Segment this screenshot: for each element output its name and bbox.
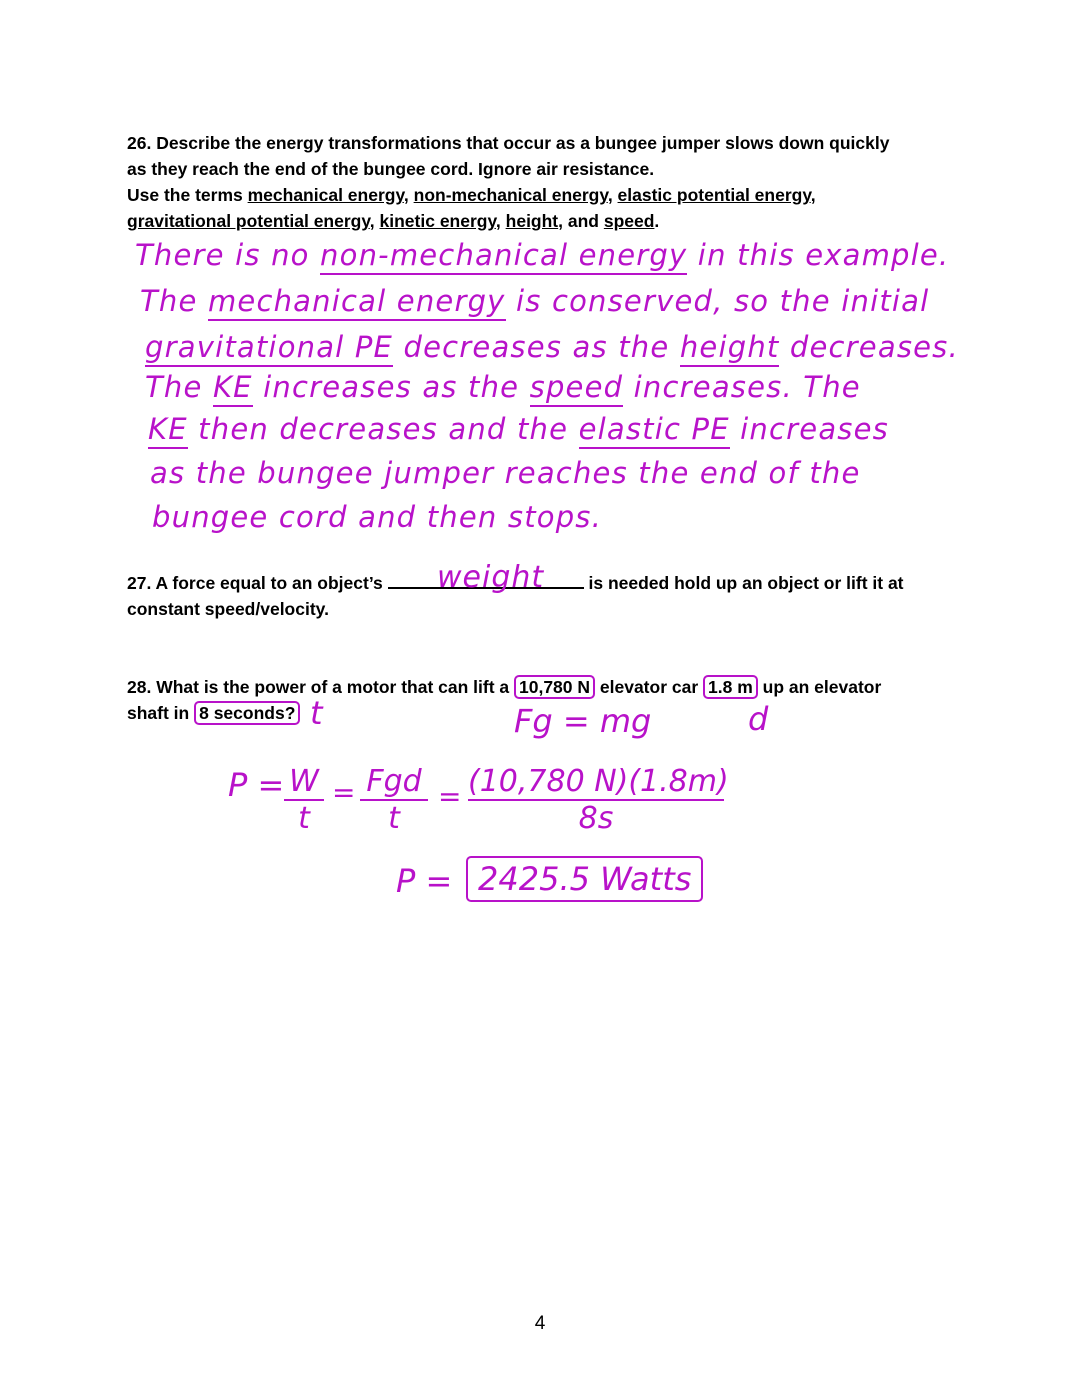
note-t: t [310, 694, 323, 732]
comma: , [607, 185, 618, 205]
q28-text-d: shaft in [127, 703, 195, 723]
box-distance: 1.8 m [703, 675, 758, 699]
a26-text: then decreases and the [187, 412, 579, 446]
term-kinetic-energy: kinetic energy [379, 211, 496, 231]
a26-text: conserved [551, 284, 714, 318]
term-speed: speed [603, 211, 655, 231]
term-height: height [505, 211, 559, 231]
fraction-numerator-w: W [284, 764, 324, 801]
fraction-denominator-8s: 8s [578, 801, 614, 836]
a26-underlined: mechanical energy [208, 284, 506, 321]
a26-text: increases. The [623, 370, 861, 404]
answer26-line2 [140, 284, 929, 318]
a26-underlined: speed [530, 370, 624, 407]
a26-underlined: gravitational PE [145, 330, 393, 367]
q27-text-a: 27. A force equal to an object’s [127, 573, 388, 593]
answer26-line3 [145, 330, 959, 364]
work-equals-2: = [438, 780, 462, 813]
a26-text: in this example. [687, 238, 950, 272]
a26-underlined: height [680, 330, 780, 367]
box-force: 10,780 N [514, 675, 595, 699]
q28-text-c: up an elevator [757, 677, 882, 697]
a26-text: decreases. [779, 330, 959, 364]
answer-27-weight: weight [437, 560, 545, 595]
q26-line1: 26. Describe the energy transformations that occur as a bungee jumper slows down quickly [127, 133, 890, 153]
work-p-equals: P = [228, 766, 285, 804]
fraction-denominator-t: t [388, 801, 400, 836]
fraction-numerator-fgd: Fgd [360, 764, 428, 801]
work-p-equals-final: P = [396, 862, 453, 900]
fraction-w-over-t [284, 764, 324, 836]
comma: , [403, 185, 414, 205]
a26-text: decreases as the [393, 330, 680, 364]
answer26-line7: bungee cord and then stops. [152, 500, 603, 534]
comma: , [810, 185, 816, 205]
comma: , [495, 211, 506, 231]
a26-text: , so the initial [713, 284, 930, 318]
a26-underlined: elastic PE [579, 412, 730, 449]
a26-text: The [145, 370, 213, 404]
a26-underlined: KE [148, 412, 188, 449]
q26-line3 [127, 182, 889, 208]
question-26 [127, 130, 889, 234]
note-fg-mg: Fg = mg [514, 702, 652, 740]
fraction-denominator-t: t [298, 801, 310, 836]
q26-use-prefix: Use the terms [127, 185, 248, 205]
page-number: 4 [534, 1313, 546, 1334]
a26-text: The [140, 284, 208, 318]
a26-text: increases as the [252, 370, 530, 404]
q27-text-b: is needed hold up an object or lift it at [583, 573, 904, 593]
a26-text: There is no [135, 238, 321, 272]
q28-text-a: 28. What is the power of a motor that can lift a [127, 677, 514, 697]
note-d: d [748, 700, 769, 738]
a26-underlined: KE [213, 370, 253, 407]
and-word: , and [558, 211, 604, 231]
answer26-line1 [135, 238, 949, 272]
q26-line2: as they reach the end of the bungee cord. Ignore air resistance. [127, 159, 655, 179]
work-equals-1: = [332, 776, 356, 809]
fraction-fgd-over-t [360, 764, 428, 836]
answer26-line4 [145, 370, 861, 404]
fraction-substituted [468, 764, 729, 836]
q28-text-b: elevator car [595, 677, 704, 697]
term-elastic-potential-energy: elastic potential energy [617, 185, 811, 205]
answer26-line6: as the bungee jumper reaches the end of the [150, 456, 861, 490]
a26-underlined: non-mechanical energy [320, 238, 687, 275]
period: . [654, 211, 660, 231]
term-mechanical-energy: mechanical energy [247, 185, 404, 205]
answer26-line5 [148, 412, 889, 446]
a26-text: increases [729, 412, 889, 446]
final-answer-box: 2425.5 Watts [466, 856, 703, 902]
term-gravitational-potential-energy: gravitational potential energy [127, 211, 370, 231]
q27-line2: constant speed/velocity. [127, 599, 329, 619]
a26-text: is [505, 284, 552, 318]
q28-line1 [127, 674, 881, 700]
q26-line4 [127, 208, 889, 234]
term-non-mechanical-energy: non-mechanical energy [413, 185, 608, 205]
comma: , [369, 211, 380, 231]
fraction-numerator-values: (10,780 N)(1.8m) [468, 764, 729, 799]
box-time: 8 seconds? [194, 701, 300, 725]
